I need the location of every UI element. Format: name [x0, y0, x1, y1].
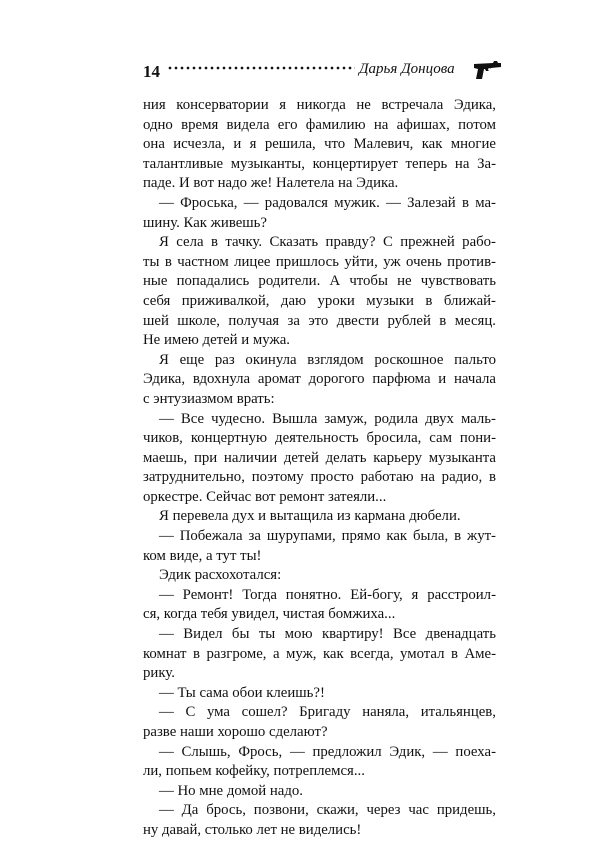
text-line: Я еще раз окинула взглядом роскошное пальто: [159, 351, 496, 368]
page-number: 14: [143, 62, 160, 81]
text-line: — Да брось, позвони, скажи, через час придешь,: [159, 802, 496, 819]
text-line: Я перевела дух и вытащила из кармана дюбели.: [159, 508, 461, 525]
running-header: [143, 60, 503, 86]
revolver-icon: [473, 60, 503, 80]
text-line: талантливые музыканты, концертирует теперь на За-: [143, 155, 496, 172]
text-line: ния консерватории я никогда не встречала Эдика,: [143, 97, 496, 113]
text-line: Не имею детей и мужа.: [143, 332, 290, 349]
text-line: ные попадались родители. А чтобы не чувствовать: [143, 273, 496, 290]
text-line: себя приживалкой, даю уроки музыки в ближай-: [143, 292, 496, 309]
text-line: затруднительно, поэтому просто работаю на радио, в: [143, 469, 496, 486]
text-line: ну давай, столько лет не виделись!: [143, 821, 362, 838]
text-line: ты в частном лицее пришлось уйти, уж очень против-: [143, 253, 496, 270]
text-line: — Фроська, — радовался мужик. — Залезай в ма-: [159, 194, 496, 211]
book-text: [143, 96, 496, 841]
text-line: с энтузиазмом врать:: [143, 390, 275, 407]
text-line: — Но мне домой надо.: [159, 782, 303, 799]
text-line: чиков, концертную деятельность бросила, сам пони-: [143, 430, 496, 447]
text-line: оркестре. Сейчас вот ремонт затеяли...: [143, 488, 387, 505]
text-line: — Слышь, Фрось, — предложил Эдик, — поеха-: [159, 743, 496, 760]
text-line: ся, когда тебя увидел, чистая бомжиха...: [143, 606, 396, 623]
text-line: — Ты сама обои клеишь?!: [159, 684, 325, 701]
author-name: Дарья Донцова: [359, 61, 455, 77]
text-line: комнат в разгроме, а муж, как всегда, умотал в Аме-: [143, 645, 496, 662]
text-line: — С ума сошел? Бригаду наняла, итальянцев,: [159, 704, 496, 721]
text-line: она исчезла, и я решила, что Малевич, как многие: [143, 136, 496, 153]
dotted-leader: [167, 66, 355, 70]
text-line: Эдика, вдохнула аромат дорогого парфюма и начала: [143, 371, 496, 388]
text-line: шей школе, получая за это двести рублей в месяц.: [143, 312, 496, 329]
text-line: маешь, при наличии детей делать карьеру музыканта: [143, 449, 496, 466]
text-line: — Видел бы ты мою квартиру! Все двенадцать: [159, 626, 496, 643]
text-line: ли, попьем кофейку, потреплемся...: [143, 763, 365, 780]
text-line: — Ремонт! Тогда понятно. Ей-богу, я расстроил-: [159, 586, 496, 603]
text-line: — Побежала за шурупами, прямо как была, в жут-: [159, 528, 496, 545]
text-line: разве наши хорошо сделают?: [143, 724, 328, 740]
text-line: одно время видела его фамилию на афишах, потом: [143, 116, 496, 133]
text-line: рику.: [143, 665, 175, 682]
text-line: Я села в тачку. Сказать правду? С прежней рабо-: [159, 234, 496, 251]
text-line: ком виде, а тут ты!: [143, 547, 262, 564]
text-line: шину. Как живешь?: [143, 214, 267, 231]
text-line: Эдик расхохотался:: [159, 567, 282, 584]
text-line: паде. И вот надо же! Налетела на Эдика.: [143, 175, 399, 192]
text-line: — Все чудесно. Вышла замуж, родила двух маль-: [159, 410, 496, 427]
